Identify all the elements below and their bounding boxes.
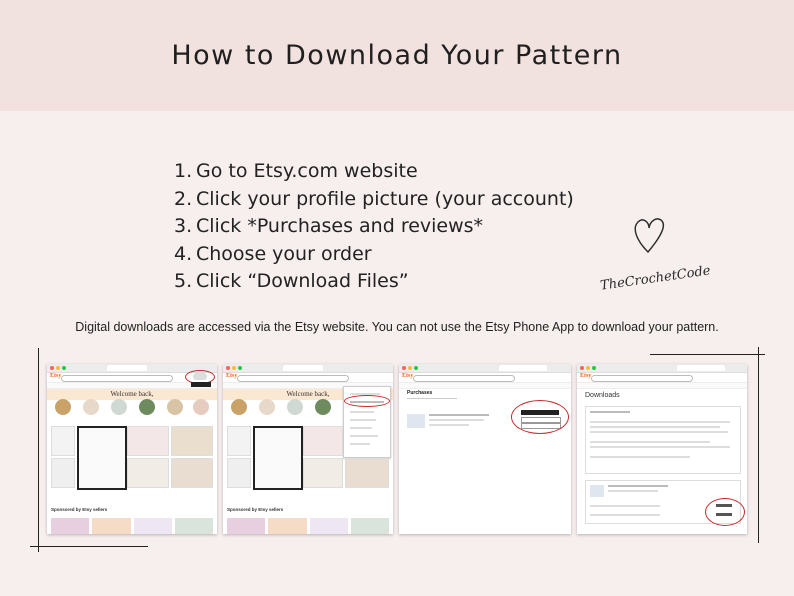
category-circle — [111, 399, 127, 415]
tooltip-box — [191, 382, 211, 387]
maximize-dot-icon — [62, 366, 66, 370]
highlight-circle — [511, 400, 569, 434]
sponsored-row — [51, 518, 213, 534]
category-circle — [83, 399, 99, 415]
download-info-box — [585, 406, 741, 474]
text-line — [590, 421, 730, 423]
sponsored-heading: Sponsored by Etsy sellers — [227, 507, 284, 512]
step-text: Click “Download Files” — [196, 270, 409, 292]
product-card — [51, 426, 75, 456]
text-line — [608, 490, 658, 492]
maximize-dot-icon — [238, 366, 242, 370]
product-card — [171, 426, 213, 456]
browser-tab — [677, 365, 725, 371]
product-card — [345, 458, 389, 488]
divider — [407, 398, 457, 399]
purchases-heading: Purchases — [407, 390, 433, 396]
etsy-logo: Etsy — [580, 373, 592, 379]
product-card — [303, 426, 343, 456]
step-2 — [174, 186, 574, 214]
sponsored-card — [310, 518, 348, 534]
step-number: 2. — [174, 187, 193, 210]
browser-bar — [399, 364, 571, 373]
search-input — [413, 375, 515, 382]
category-circle — [315, 399, 331, 415]
sponsored-card — [175, 518, 213, 534]
step-number: 1. — [174, 160, 193, 182]
search-input — [237, 375, 349, 382]
sponsored-card — [351, 518, 389, 534]
minimize-dot-icon — [56, 366, 60, 370]
etsy-topbar — [577, 373, 747, 383]
file-thumbnail — [590, 485, 604, 497]
close-dot-icon — [402, 366, 406, 370]
category-menu — [577, 383, 747, 389]
heart-icon — [635, 219, 663, 252]
step-1 — [174, 158, 574, 186]
etsy-topbar — [223, 373, 393, 383]
highlight-circle — [344, 395, 390, 407]
brand-logo — [596, 210, 720, 294]
product-card — [227, 426, 251, 456]
menu-line — [350, 419, 376, 421]
step-5 — [174, 268, 574, 296]
order-title-line — [429, 414, 489, 416]
order-title-line — [429, 419, 484, 421]
menu-line — [350, 427, 372, 429]
text-line — [590, 456, 690, 458]
category-circle — [193, 399, 209, 415]
product-card — [127, 426, 169, 456]
category-circle — [139, 399, 155, 415]
screenshot-downloads — [577, 364, 747, 534]
minimize-dot-icon — [232, 366, 236, 370]
close-dot-icon — [580, 366, 584, 370]
welcome-text: Welcome back, — [286, 390, 330, 398]
text-line — [590, 431, 728, 433]
close-dot-icon — [226, 366, 230, 370]
sponsored-card — [134, 518, 172, 534]
product-card — [303, 458, 343, 488]
screenshot-etsy-home — [47, 364, 217, 534]
frame-line-top — [650, 354, 765, 355]
close-dot-icon — [50, 366, 54, 370]
step-text: Click your profile picture (your account) — [196, 187, 574, 210]
sponsored-card — [268, 518, 306, 534]
step-text: Click *Purchases and reviews* — [196, 215, 484, 237]
frame-line-right — [758, 347, 759, 543]
step-number: 4. — [174, 242, 193, 265]
app-note: Digital downloads are accessed via the Etsy website. You can not use the Etsy Phone App to download your pattern. — [75, 320, 719, 334]
product-card — [77, 426, 127, 490]
menu-line — [350, 443, 370, 445]
step-4 — [174, 241, 574, 269]
category-circle — [231, 399, 247, 415]
text-line — [590, 411, 630, 413]
step-number: 3. — [174, 215, 193, 237]
text-line — [590, 441, 710, 443]
browser-tab — [283, 365, 323, 371]
highlight-circle — [705, 498, 745, 526]
step-text: Choose your order — [196, 242, 372, 265]
sponsored-card — [92, 518, 130, 534]
text-line — [590, 514, 660, 516]
category-menu — [399, 383, 571, 389]
search-input — [591, 375, 693, 382]
welcome-text: Welcome back, — [110, 390, 154, 398]
text-line — [608, 485, 668, 487]
sponsored-row — [227, 518, 389, 534]
text-line — [590, 505, 660, 507]
welcome-banner — [47, 389, 217, 400]
screenshot-purchases — [399, 364, 571, 534]
product-card — [51, 458, 75, 488]
step-text: Go to Etsy.com website — [196, 160, 418, 182]
search-input — [61, 375, 173, 382]
steps-list — [174, 158, 574, 296]
browser-bar — [577, 364, 747, 373]
category-circle — [167, 399, 183, 415]
category-circle — [287, 399, 303, 415]
etsy-topbar — [399, 373, 571, 383]
maximize-dot-icon — [414, 366, 418, 370]
category-circle — [259, 399, 275, 415]
menu-line — [350, 411, 374, 413]
sponsored-card — [51, 518, 89, 534]
step-number: 5. — [174, 270, 193, 292]
category-circle — [55, 399, 71, 415]
sponsored-card — [227, 518, 265, 534]
logo-script: TheCrochetCode — [599, 263, 712, 294]
minimize-dot-icon — [408, 366, 412, 370]
product-card — [171, 458, 213, 488]
maximize-dot-icon — [592, 366, 596, 370]
browser-tab — [499, 365, 547, 371]
product-card — [127, 458, 169, 488]
frame-line-left — [38, 348, 39, 552]
menu-line — [350, 435, 378, 437]
screenshot-profile-menu — [223, 364, 393, 534]
text-line — [590, 446, 730, 448]
sponsored-heading: Sponsored by Etsy sellers — [51, 507, 108, 512]
browser-tab — [107, 365, 147, 371]
order-title-line — [429, 424, 469, 426]
frame-line-bottom — [30, 546, 148, 547]
etsy-logo: Etsy — [226, 373, 238, 379]
product-card — [253, 426, 303, 490]
page-title: How to Download Your Pattern — [171, 40, 623, 71]
order-thumbnail — [407, 414, 425, 428]
etsy-logo: Etsy — [402, 373, 414, 379]
step-3 — [174, 213, 574, 241]
browser-bar — [223, 364, 393, 373]
minimize-dot-icon — [586, 366, 590, 370]
text-line — [590, 426, 720, 428]
downloads-heading: Downloads — [585, 392, 620, 399]
product-card — [227, 458, 251, 488]
etsy-logo: Etsy — [50, 373, 62, 379]
